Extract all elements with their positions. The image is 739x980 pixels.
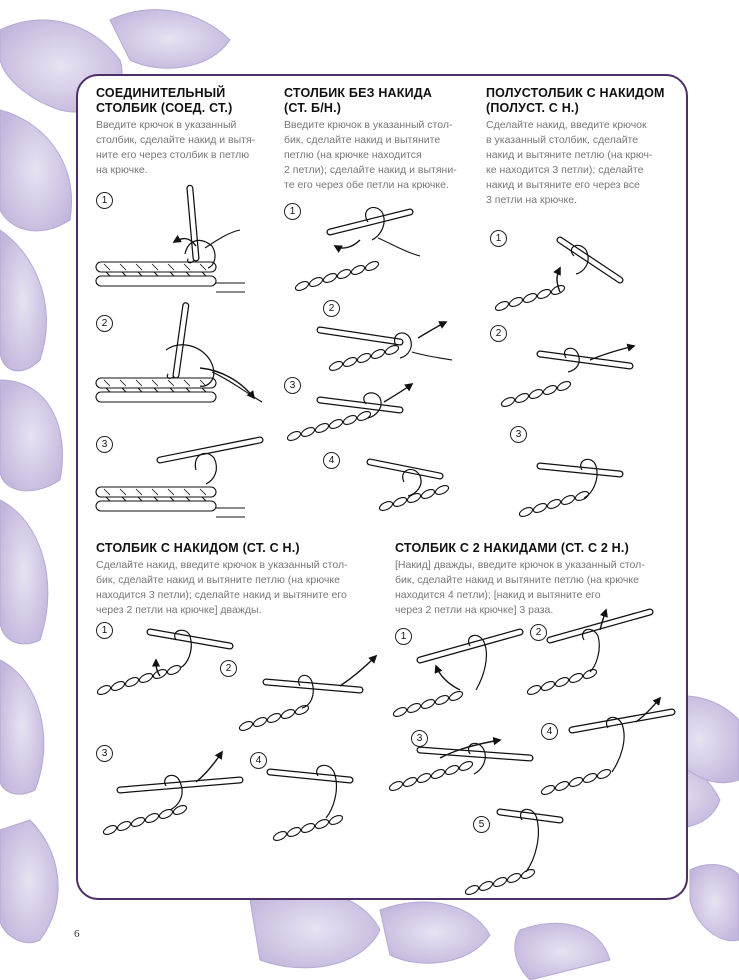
dc-illus-3 [102, 752, 240, 836]
step-number: 1 [96, 622, 113, 639]
single-illus-2 [320, 322, 452, 372]
step-number: 3 [284, 377, 301, 394]
hdc-desc-line: в указанный столбик, сделайте [486, 134, 639, 146]
single-desc-line: 2 петли); сделайте накид и вытяни- [284, 164, 457, 176]
step-number: 3 [96, 436, 113, 453]
single-illus-1 [294, 207, 420, 292]
dc-desc-line: Сделайте накид, введите крючок в указанный стол- [96, 559, 348, 571]
hdc-desc-line: ке находится 3 петли); сделайте [486, 164, 644, 176]
slip-desc-line: столбик, сделайте накид и вытя- [96, 134, 256, 146]
step-number: 1 [284, 203, 301, 220]
tr-desc-line: [Накид] дважды, введите крючок в указанный стол- [395, 559, 645, 571]
dc-desc-line: бик, сделайте накид и вытяните петлю (на крючке [96, 574, 340, 586]
page-number: 6 [74, 928, 80, 940]
single-title-line1: СТОЛБИК БЕЗ НАКИДА [284, 86, 433, 100]
step-number: 2 [323, 300, 340, 317]
hdc-desc-line: 3 петли на крючке. [486, 194, 577, 206]
step-number: 1 [395, 628, 412, 645]
dc-desc-line: через 2 петли на крючке] дважды. [96, 604, 262, 616]
step-number: 2 [530, 624, 547, 641]
dc-desc-line: находится 3 петли); сделайте накид и вытяните его [96, 589, 347, 601]
hdc-title-line2: (ПОЛУСТ. С Н.) [486, 101, 579, 115]
tr-desc-line: через 2 петли на крючке] 3 раза. [395, 604, 554, 616]
step-number: 3 [510, 426, 527, 443]
step-number: 5 [473, 816, 490, 833]
step-number: 1 [490, 230, 507, 247]
single-title-line2: (СТ. Б/Н.) [284, 101, 342, 115]
hdc-illus-2 [500, 346, 634, 408]
dc-title-line1: СТОЛБИК С НАКИДОМ (СТ. С Н.) [96, 541, 300, 555]
dc-illus-2 [238, 656, 376, 732]
step-number: 1 [96, 192, 113, 209]
tr-title-line1: СТОЛБИК С 2 НАКИДАМИ (СТ. С 2 Н.) [395, 541, 629, 555]
single-illus-4 [370, 462, 450, 512]
slip-desc-line: Введите крючок в указанный [96, 119, 237, 131]
dc-illus-1 [96, 630, 230, 696]
step-number: 3 [96, 745, 113, 762]
slip-desc-line: на крючке. [96, 164, 148, 176]
tr-illus-3 [388, 740, 530, 792]
single-illus-3 [286, 384, 412, 442]
tr-illus-4 [540, 698, 672, 796]
hdc-illus-1 [494, 240, 620, 312]
step-number: 4 [541, 723, 558, 740]
step-number: 2 [96, 315, 113, 332]
tr-illus-2 [526, 610, 650, 696]
step-number: 4 [323, 452, 340, 469]
hdc-title-line1: ПОЛУСТОЛБИК С НАКИДОМ [486, 86, 665, 100]
slip-illus-2 [96, 304, 262, 402]
step-number: 2 [490, 325, 507, 342]
tr-desc-line: находится 4 петли); [накид и вытяните его [395, 589, 601, 601]
slip-illus-1 [96, 188, 245, 292]
step-number: 2 [220, 660, 237, 677]
hdc-desc-line: Сделайте накид, введите крючок [486, 119, 647, 131]
dc-illus-4 [270, 765, 350, 842]
tr-illus-1 [392, 632, 520, 718]
single-desc-line: Введите крючок в указанный стол- [284, 119, 453, 131]
hdc-desc-line: накид и вытяните петлю (на крюч- [486, 149, 653, 161]
slip-illus-3 [96, 440, 260, 517]
step-number: 3 [411, 730, 428, 747]
slip-desc-line: ните его через столбик в петлю [96, 149, 250, 161]
slip-title-line1: СОЕДИНИТЕЛЬНЫЙ [96, 86, 226, 100]
single-desc-line: те его через обе петли на крючке. [284, 179, 449, 191]
single-desc-line: бик, сделайте накид и вытяните [284, 134, 441, 146]
hdc-desc-line: накид и вытяните его через все [486, 179, 640, 191]
step-number: 4 [250, 752, 267, 769]
tr-desc-line: бик, сделайте накид и вытяните петлю (на крючке [395, 574, 639, 586]
slip-title-line2: СТОЛБИК (СОЕД. СТ.) [96, 101, 233, 115]
hdc-illus-3 [518, 459, 620, 518]
single-desc-line: петлю (на крючке находится [284, 149, 422, 161]
